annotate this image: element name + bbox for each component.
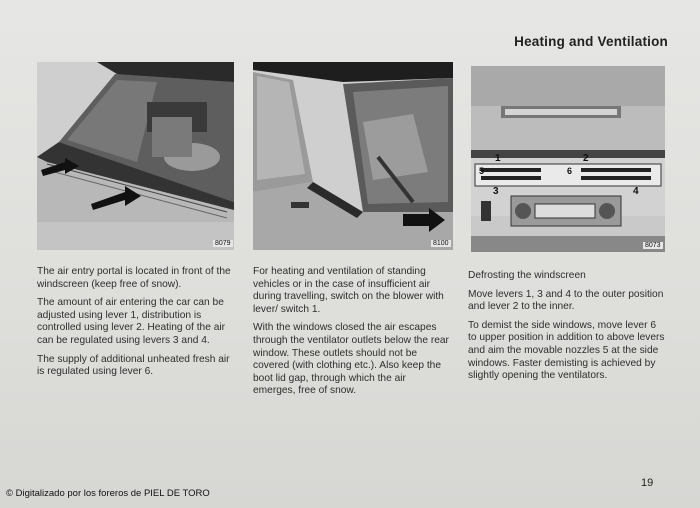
figure-rear-ventilator-illustration <box>253 62 453 250</box>
subheading: Defrosting the windscreen <box>468 270 586 281</box>
copyright-watermark: © Digitalizado por los foreros de PIEL DE TORO <box>6 488 210 499</box>
figure-dashboard-levers-illustration <box>471 66 665 252</box>
figure-air-entry-illustration <box>37 62 234 250</box>
section-title: Heating and Ventilation <box>514 34 668 49</box>
paragraph: The amount of air entering the car can be adjusted using lever 1, distribution is controlled using lever 2. Heating of the air can be regulated using levers 3 and 4. <box>37 297 226 346</box>
paragraph: Move levers 1, 3 and 4 to the outer position and lever 2 to the inner. <box>468 288 664 313</box>
figure-code: 8079 <box>215 240 231 247</box>
lever-label-2: 2 <box>583 153 589 164</box>
paragraph: To demist the side windows, move lever 6 to upper position in addition to above levers and aim the movable nozzles 5 at the side windows. Faster demisting is achieved by slightly opening the ventilators. <box>468 319 665 382</box>
figure-code: 8073 <box>645 242 661 249</box>
paragraph: With the windows closed the air escapes through the ventilator outlets below the rear window. These outlets should not be covered (with clothing etc.). Also keep the boot lid gap, through which the air emerges, free of snow. <box>253 322 449 397</box>
text-column-3 <box>468 270 666 389</box>
page-number: 19 <box>641 477 654 489</box>
car-rear-window-drawing <box>253 62 453 250</box>
lever-label-1: 1 <box>495 153 501 164</box>
paragraph: The air entry portal is located in front of the windscreen (keep free of snow). <box>37 266 231 290</box>
lever-label-3: 3 <box>493 186 499 197</box>
text-column-2 <box>253 266 451 404</box>
dashboard-controls-drawing <box>471 66 665 252</box>
car-windscreen-drawing <box>37 62 234 250</box>
paragraph: The supply of additional unheated fresh air is regulated using lever 6. <box>37 353 230 378</box>
figure-code: 8100 <box>433 240 449 247</box>
paragraph: For heating and ventilation of standing vehicles or in the case of insufficient air during travelling, switch on the blower with lever/ switch 1. <box>253 266 444 315</box>
nozzle-label-5: 5 <box>479 166 485 176</box>
text-column-1 <box>37 266 233 385</box>
lever-label-6: 6 <box>567 166 573 176</box>
lever-label-4: 4 <box>633 186 639 197</box>
